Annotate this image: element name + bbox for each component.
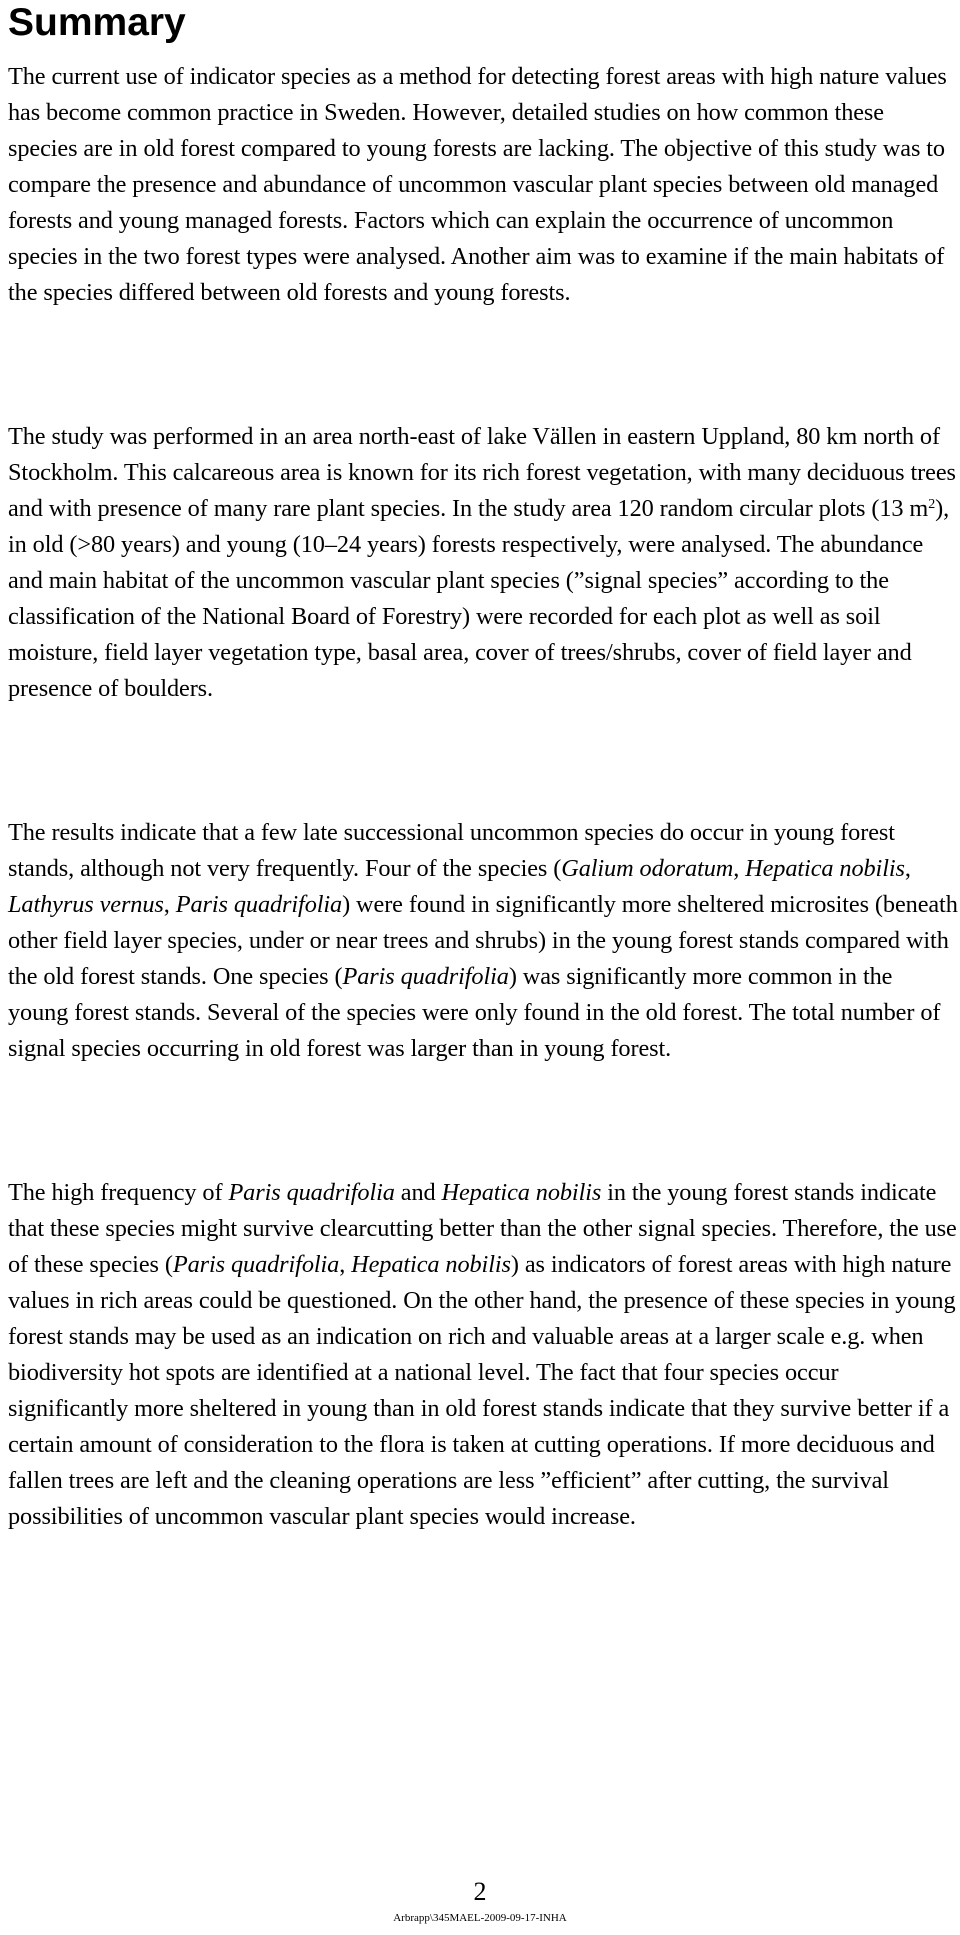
paragraph-results bbox=[8, 815, 958, 1067]
text-run: , bbox=[163, 891, 176, 918]
species-name: Paris quadrifolia bbox=[175, 891, 343, 918]
text-run: , bbox=[733, 855, 746, 882]
species-name: Paris quadrifolia bbox=[228, 1179, 395, 1206]
paragraph-discussion bbox=[8, 1175, 958, 1535]
text-run: The high frequency of bbox=[8, 1179, 229, 1206]
section-heading: Summary bbox=[8, 1, 186, 44]
text-run: ) as indicators of forest areas with high nature values in rich areas could be questioned. On the other hand, the presence of these species in young forest stands may be used as an indication on rich and valuable areas at a larger scale e.g. when biodiversity hot spots are identified at a national level. The fact that four species occur significantly more sheltered in young than in old forest stands indicate that they survive better if a certain amount of consideration to the flora is taken at cutting operations. If more deciduous and fallen trees are left and the cleaning operations are less ”efficient” after cutting, the survival possibilities of uncommon vascular plant species would increase. bbox=[8, 1251, 956, 1530]
paragraph-intro: The current use of indicator species as a method for detecting forest areas with high nature values has become common practice in Sweden. However, detailed studies on how common these species are in old forest compared to young forests are lacking. The objective of this study was to compare the presence and abundance of uncommon vascular plant species between old managed forests and young managed forests. Factors which can explain the occurrence of uncommon species in the two forest types were analysed. Another aim was to examine if the main habitats of the species differed between old forests and young forests. bbox=[8, 63, 947, 306]
text-run: The study was performed in an area north-east of lake Vällen in eastern Uppland, 80 km north of Stockholm. This calcareous area is known for its rich forest vegetation, with many deciduous trees and with presence of many rare plant species. In the study area 120 random circular plots (13 m bbox=[8, 423, 956, 522]
text-run: ) were found in significantly more sheltered microsites (beneath other field layer species, under or near trees and shrubs) in the young forest stands compared with the old forest stands. One species ( bbox=[8, 891, 958, 990]
text-run: and bbox=[394, 1179, 442, 1206]
text-run: , bbox=[339, 1251, 352, 1278]
species-name: Hepatica nobilis bbox=[745, 855, 905, 882]
text-run: ), in old (>80 years) and young (10–24 years) forests respectively, were analysed. The abundance and main habitat of the uncommon vascular plant species (”signal species” according to the classification of the National Board of Forestry) were recorded for each plot as well as soil moisture, field layer vegetation type, basal area, cover of trees/shrubs, cover of field layer and presence of boulders. bbox=[8, 495, 950, 702]
paragraph-study-area bbox=[8, 419, 958, 707]
footer-file-path: Arbrapp\345MAEL-2009-09-17-INHA bbox=[393, 1912, 567, 1924]
species-name: Galium odoratum bbox=[561, 855, 734, 882]
text-run: in the young forest stands indicate that these species might survive clearcutting better than the other signal species. Therefore, the use of these species ( bbox=[8, 1179, 957, 1278]
species-name: Paris quadrifolia bbox=[342, 963, 509, 990]
page-number: 2 bbox=[473, 1877, 487, 1906]
text-run: ) was significantly more common in the young forest stands. Several of the species were only found in the old forest. The total number of signal species occurring in old forest was larger than in young forest. bbox=[8, 963, 941, 1062]
text-run: The results indicate that a few late successional uncommon species do occur in young forest stands, although not very frequently. Four of the species ( bbox=[8, 819, 895, 882]
species-name: Lathyrus vernus bbox=[8, 891, 164, 918]
species-name: Hepatica nobilis bbox=[351, 1251, 511, 1278]
species-name: Paris quadrifolia bbox=[172, 1251, 340, 1278]
superscript: 2 bbox=[928, 497, 936, 512]
species-name: Hepatica nobilis bbox=[441, 1179, 602, 1206]
text-run: , bbox=[904, 855, 911, 882]
